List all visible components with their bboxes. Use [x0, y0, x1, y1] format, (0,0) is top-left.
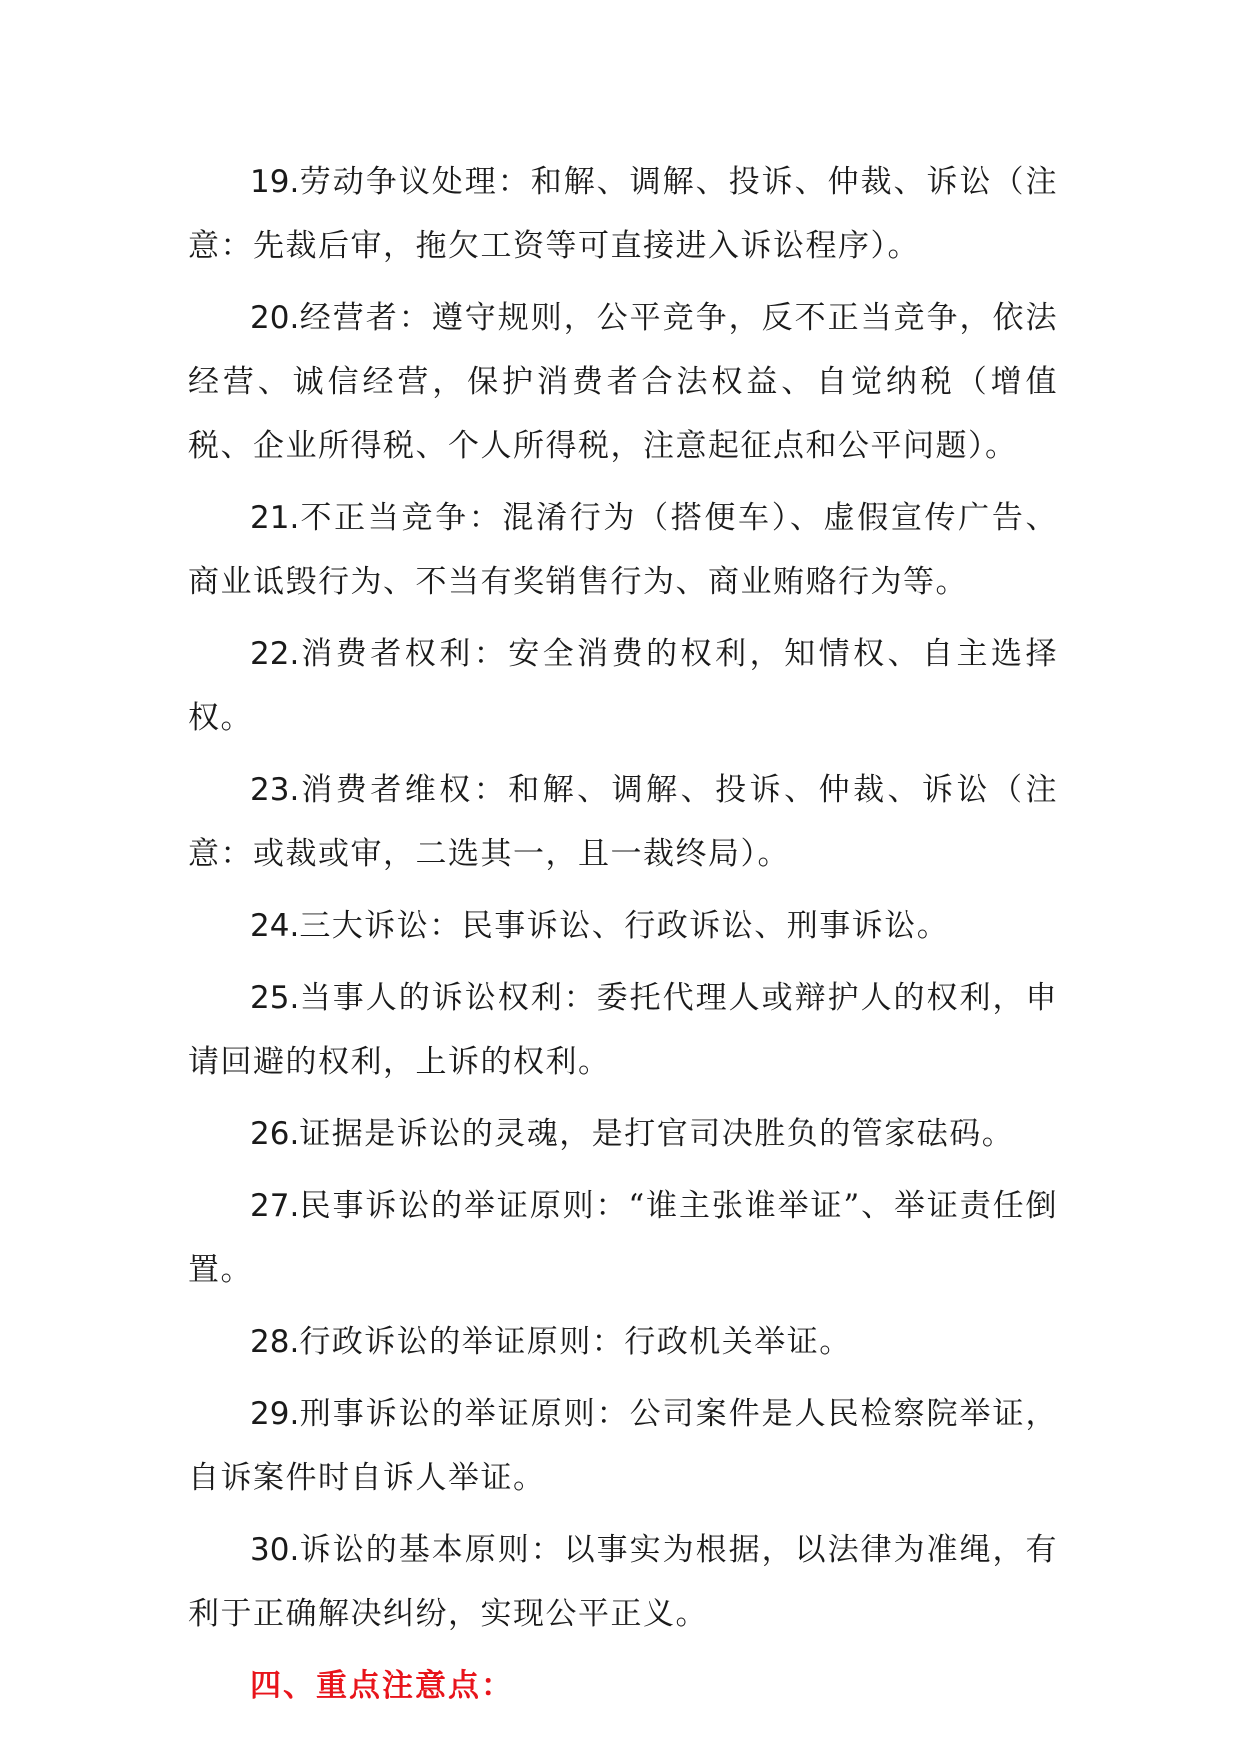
list-item-20 — [188, 286, 1058, 478]
item-text: 三大诉讼：民事诉讼、行政诉讼、刑事诉讼。 — [299, 908, 950, 944]
item-number: 29. — [250, 1396, 300, 1432]
list-item-23 — [188, 758, 1058, 886]
item-number: 19. — [250, 164, 300, 200]
item-text: 不正当竞争：混淆行为（搭便车）、虚假宣传广告、商业诋毁行为、不当有奖销售行为、商业贿赂行为等。 — [188, 500, 1058, 600]
section-heading: 四、重点注意点： — [250, 1668, 514, 1704]
item-text: 消费者维权：和解、调解、投诉、仲裁、诉讼（注意：或裁或审，二选其一，且一裁终局）。 — [188, 772, 1058, 872]
item-text: 劳动争议处理：和解、调解、投诉、仲裁、诉讼（注意：先裁后审，拖欠工资等可直接进入诉讼程序）。 — [188, 164, 1058, 264]
item-number: 28. — [250, 1324, 300, 1360]
item-number: 26. — [250, 1116, 300, 1152]
list-item-24 — [188, 894, 1058, 958]
item-text: 当事人的诉讼权利：委托代理人或辩护人的权利，申请回避的权利，上诉的权利。 — [188, 980, 1058, 1080]
list-item-22 — [188, 622, 1058, 750]
item-text: 消费者权利：安全消费的权利，知情权、自主选择权。 — [188, 636, 1058, 736]
list-item-21 — [188, 486, 1058, 614]
item-number: 21. — [250, 500, 300, 536]
item-text: 证据是诉讼的灵魂，是打官司决胜负的管家砝码。 — [299, 1116, 1015, 1152]
item-number: 23. — [250, 772, 300, 808]
document-body — [188, 150, 1058, 1718]
list-item-29 — [188, 1382, 1058, 1510]
item-number: 22. — [250, 636, 300, 672]
list-item-19 — [188, 150, 1058, 278]
list-item-28 — [188, 1310, 1058, 1374]
item-number: 30. — [250, 1532, 300, 1568]
item-text: 民事诉讼的举证原则：“谁主张谁举证”、举证责任倒置。 — [188, 1188, 1058, 1288]
list-item-25 — [188, 966, 1058, 1094]
item-text: 诉讼的基本原则：以事实为根据，以法律为准绳，有利于正确解决纠纷，实现公平正义。 — [188, 1532, 1058, 1632]
item-text: 经营者：遵守规则，公平竞争，反不正当竞争，依法经营、诚信经营，保护消费者合法权益、自觉纳税（增值税、企业所得税、个人所得税，注意起征点和公平问题）。 — [188, 300, 1058, 464]
item-number: 24. — [250, 908, 300, 944]
list-item-26 — [188, 1102, 1058, 1166]
list-item-30 — [188, 1518, 1058, 1646]
list-item-27 — [188, 1174, 1058, 1302]
item-text: 行政诉讼的举证原则：行政机关举证。 — [299, 1324, 852, 1360]
item-number: 20. — [250, 300, 300, 336]
item-number: 25. — [250, 980, 300, 1016]
item-text: 刑事诉讼的举证原则：公司案件是人民检察院举证，自诉案件时自诉人举证。 — [188, 1396, 1058, 1496]
item-number: 27. — [250, 1188, 300, 1224]
